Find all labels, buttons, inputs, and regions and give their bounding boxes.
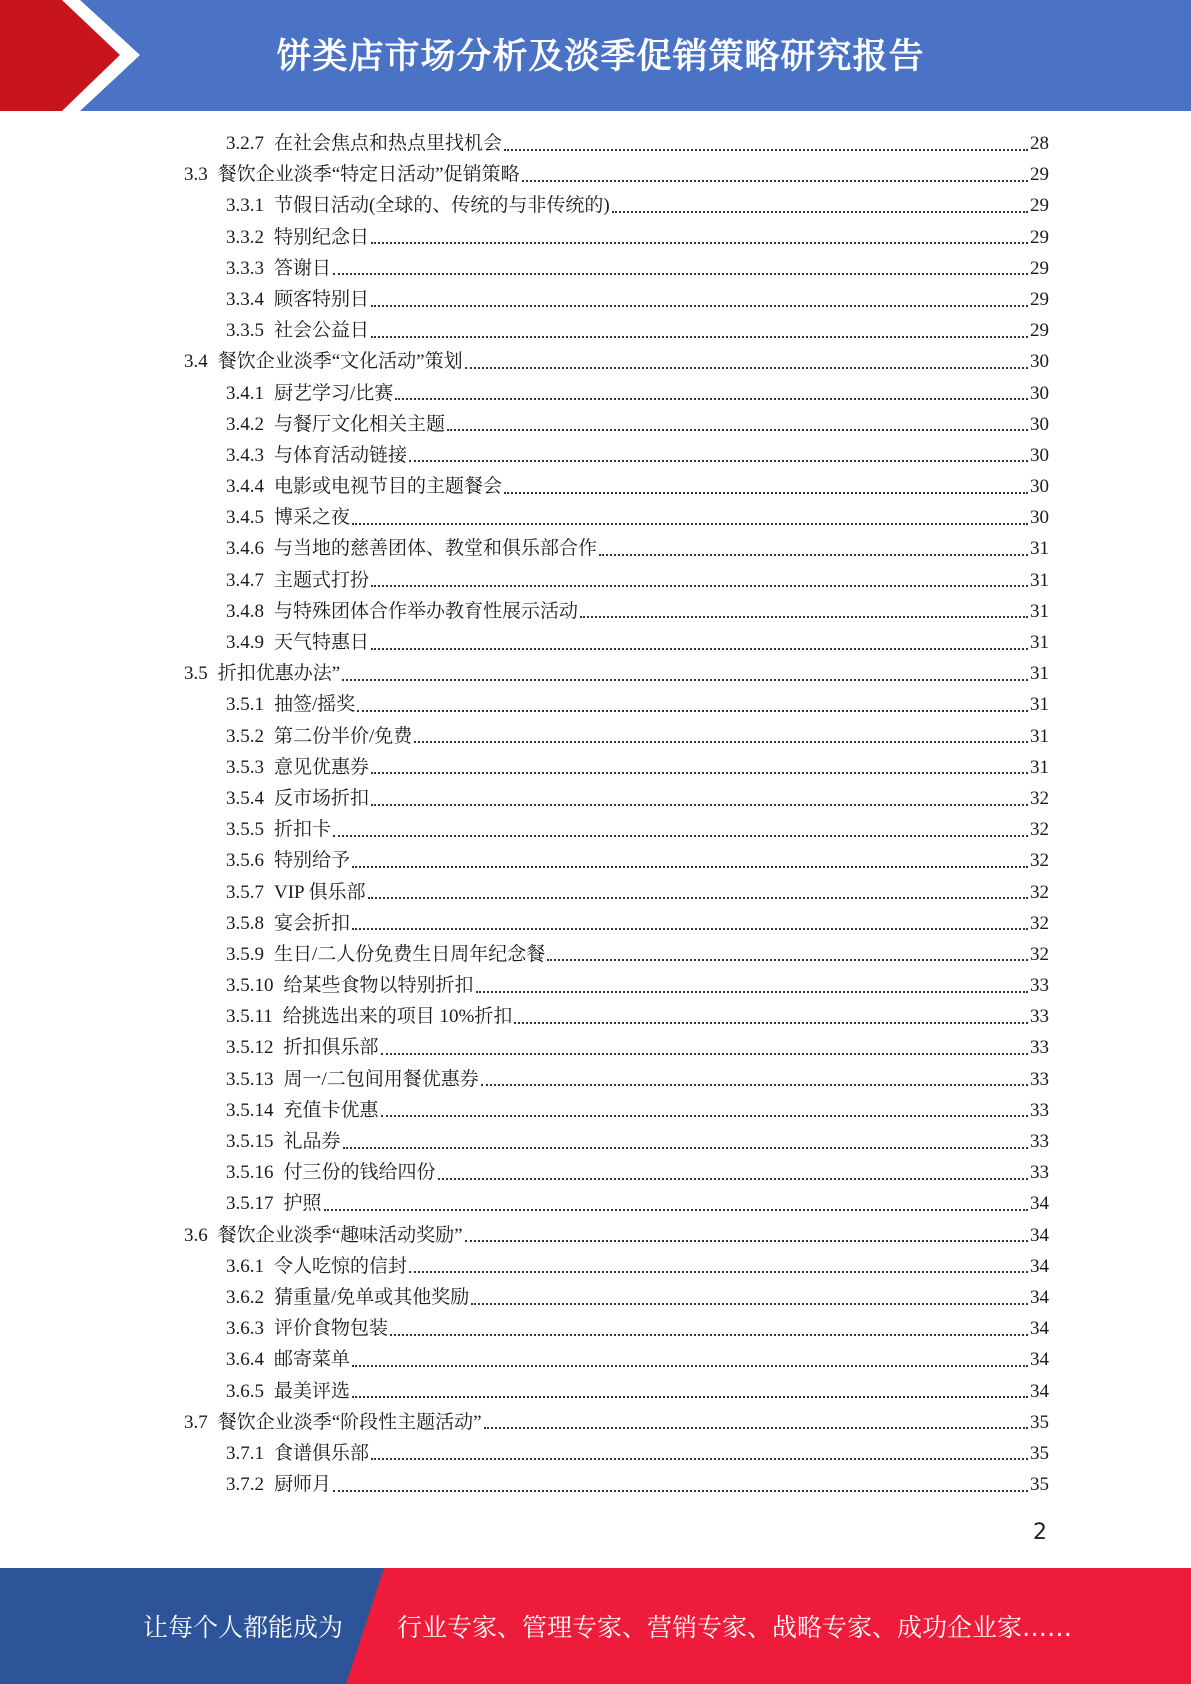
toc-entry-number: 3.5.5 — [226, 819, 264, 841]
toc-leader-dots — [371, 585, 1028, 587]
toc-entry-number: 3.4.5 — [226, 507, 264, 529]
toc-entry-number: 3.3.5 — [226, 320, 264, 342]
toc-leader-dots — [381, 1053, 1028, 1055]
toc-entry[interactable] — [184, 1126, 1049, 1157]
toc-leader-dots — [371, 772, 1028, 774]
toc-entry[interactable] — [184, 1064, 1049, 1095]
toc-entry-page: 30 — [1030, 382, 1049, 404]
toc-leader-dots — [476, 991, 1028, 993]
toc-entry-page: 34 — [1030, 1349, 1049, 1371]
toc-entry-number: 3.4.6 — [226, 538, 264, 560]
toc-entry-title: 天气特惠日 — [274, 632, 370, 653]
toc-entry-page: 35 — [1030, 1442, 1049, 1464]
toc-entry[interactable] — [184, 1157, 1049, 1188]
toc-entry-title: 特别给予 — [274, 850, 351, 872]
toc-entry[interactable] — [184, 128, 1049, 159]
toc-entry[interactable] — [184, 502, 1049, 533]
toc-entry-title: 主题式打扮 — [274, 569, 370, 591]
toc-leader-dots — [414, 741, 1028, 743]
toc-leader-dots — [395, 398, 1028, 400]
toc-entry-page: 34 — [1030, 1193, 1049, 1215]
toc-entry[interactable] — [184, 845, 1049, 876]
toc-leader-dots — [371, 804, 1028, 806]
toc-entry-number: 3.5.12 — [226, 1037, 274, 1059]
document-title: 饼类店市场分析及淡季促销策略研究报告 — [276, 37, 925, 77]
toc-entry-title: 邮寄菜单 — [274, 1349, 351, 1371]
toc-leader-dots — [547, 959, 1028, 961]
toc-entry-number: 3.7.1 — [226, 1442, 264, 1464]
toc-entry[interactable] — [184, 378, 1049, 409]
toc-entry-number: 3.5.9 — [226, 943, 264, 965]
toc-leader-dots — [381, 1115, 1028, 1117]
toc-leader-dots — [371, 648, 1028, 650]
toc-entry-number: 3.5.10 — [226, 975, 274, 997]
toc-entry-page: 33 — [1030, 1037, 1049, 1059]
toc-entry-title: 在社会焦点和热点里找机会 — [274, 133, 503, 154]
toc-leader-dots — [599, 554, 1028, 556]
toc-entry[interactable] — [184, 783, 1049, 814]
toc-entry-number: 3.5.2 — [226, 725, 264, 747]
toc-leader-dots — [465, 1240, 1028, 1242]
toc-entry-number: 3.5.1 — [226, 694, 264, 716]
toc-entry[interactable] — [184, 284, 1049, 315]
toc-entry-number: 3.5.13 — [226, 1068, 274, 1090]
table-of-contents — [184, 128, 1049, 1500]
toc-entry-title: 折扣俱乐部 — [283, 1037, 379, 1059]
toc-entry-page: 32 — [1030, 943, 1049, 965]
toc-entry-page: 32 — [1030, 787, 1049, 809]
toc-leader-dots — [352, 928, 1028, 930]
toc-entry[interactable] — [184, 658, 1049, 689]
toc-entry[interactable] — [184, 1344, 1049, 1375]
toc-entry-page: 28 — [1030, 133, 1049, 154]
toc-entry-title: 反市场折扣 — [274, 787, 370, 809]
toc-entry-number: 3.5.11 — [226, 1006, 273, 1028]
toc-entry-title: 折扣优惠办法” — [217, 663, 341, 685]
toc-entry-title: 特别纪念日 — [274, 226, 370, 248]
toc-entry[interactable] — [184, 1220, 1049, 1251]
toc-entry-page: 32 — [1030, 819, 1049, 841]
toc-entry-page: 32 — [1030, 850, 1049, 872]
toc-entry-page: 34 — [1030, 1380, 1049, 1402]
toc-leader-dots — [343, 1147, 1028, 1149]
toc-leader-dots — [333, 835, 1028, 837]
toc-entry[interactable] — [184, 752, 1049, 783]
toc-entry-title: 食谱俱乐部 — [274, 1442, 370, 1464]
toc-entry[interactable] — [184, 346, 1049, 377]
toc-entry-page: 30 — [1030, 444, 1049, 466]
toc-entry-number: 3.5.8 — [226, 912, 264, 934]
toc-leader-dots — [352, 1365, 1028, 1367]
toc-entry-number: 3.6.4 — [226, 1349, 264, 1371]
toc-entry-page: 33 — [1030, 1131, 1049, 1152]
toc-entry-title: 顾客特别日 — [274, 288, 370, 310]
toc-entry-page: 31 — [1030, 538, 1049, 560]
toc-entry-title: 餐饮企业淡季“趣味活动奖励” — [217, 1224, 463, 1246]
toc-leader-dots — [504, 149, 1028, 151]
toc-leader-dots — [612, 211, 1028, 213]
toc-entry-title: 社会公益日 — [274, 320, 370, 342]
toc-leader-dots — [465, 367, 1028, 369]
toc-entry-page: 34 — [1030, 1224, 1049, 1246]
toc-entry-page: 30 — [1030, 413, 1049, 435]
toc-entry-title: 折扣卡 — [274, 819, 332, 841]
toc-leader-dots — [371, 242, 1028, 244]
toc-entry[interactable] — [184, 409, 1049, 440]
toc-leader-dots — [371, 305, 1028, 307]
footer-slogan-right: 行业专家、管理专家、营销专家、战略专家、成功企业家…… — [397, 1613, 1073, 1642]
toc-entry-number: 3.4.3 — [226, 444, 264, 466]
toc-entry-page: 33 — [1030, 1006, 1049, 1028]
toc-entry-number: 3.5.17 — [226, 1193, 274, 1215]
toc-entry[interactable] — [184, 1001, 1049, 1032]
toc-entry[interactable] — [184, 721, 1049, 752]
toc-leader-dots — [352, 523, 1028, 525]
toc-entry-title: 与特殊团体合作举办教育性展示活动 — [274, 600, 579, 622]
toc-entry[interactable] — [184, 1376, 1049, 1407]
toc-entry-number: 3.3.2 — [226, 226, 264, 248]
toc-entry[interactable] — [184, 1251, 1049, 1282]
toc-entry-number: 3.7 — [184, 1411, 208, 1433]
toc-leader-dots — [342, 679, 1028, 681]
toc-entry-title: 答谢日 — [274, 257, 332, 279]
toc-leader-dots — [333, 1490, 1028, 1492]
toc-entry[interactable] — [184, 1188, 1049, 1219]
toc-entry-title: 生日/二人份免费生日周年纪念餐 — [274, 943, 546, 965]
toc-entry-number: 3.3.4 — [226, 288, 264, 310]
toc-entry-page: 34 — [1030, 1318, 1049, 1340]
toc-entry-number: 3.4.1 — [226, 382, 264, 404]
toc-entry-page: 35 — [1030, 1474, 1049, 1496]
toc-entry-title: 猜重量/免单或其他奖励 — [274, 1286, 470, 1308]
toc-entry[interactable] — [184, 689, 1049, 720]
toc-entry-number: 3.4.8 — [226, 600, 264, 622]
toc-entry-page: 31 — [1030, 756, 1049, 778]
toc-entry[interactable] — [184, 1282, 1049, 1313]
toc-entry-page: 31 — [1030, 725, 1049, 747]
toc-entry-page: 29 — [1030, 164, 1049, 186]
toc-entry-title: 与体育活动链接 — [274, 444, 408, 466]
toc-entry[interactable] — [184, 814, 1049, 845]
toc-entry-number: 3.5.16 — [226, 1162, 274, 1184]
toc-entry-number: 3.2.7 — [226, 133, 264, 154]
toc-entry-page: 30 — [1030, 476, 1049, 498]
toc-leader-dots — [580, 616, 1028, 618]
toc-entry[interactable] — [184, 627, 1049, 658]
toc-entry-number: 3.6.1 — [226, 1255, 264, 1277]
toc-entry[interactable] — [184, 440, 1049, 471]
toc-entry-number: 3.4.2 — [226, 413, 264, 435]
toc-entry-page: 29 — [1030, 226, 1049, 248]
toc-entry-number: 3.5.3 — [226, 756, 264, 778]
toc-entry-page: 30 — [1030, 351, 1049, 373]
toc-entry-number: 3.3.1 — [226, 195, 264, 217]
toc-entry-page: 31 — [1030, 663, 1049, 685]
toc-entry-title: 意见优惠券 — [274, 756, 370, 778]
footer-slogan-left: 让每个人都能成为 — [143, 1613, 344, 1642]
toc-leader-dots — [471, 1303, 1028, 1305]
toc-entry-page: 29 — [1030, 320, 1049, 342]
toc-leader-dots — [333, 273, 1028, 275]
toc-leader-dots — [447, 429, 1028, 431]
toc-leader-dots — [357, 710, 1028, 712]
toc-entry-number: 3.4.9 — [226, 632, 264, 653]
toc-entry-number: 3.4 — [184, 351, 208, 373]
toc-leader-dots — [409, 1271, 1028, 1273]
toc-entry-page: 32 — [1030, 912, 1049, 934]
toc-entry-title: 给挑选出来的项目 10%折扣 — [282, 1006, 513, 1028]
toc-entry-number: 3.6.3 — [226, 1318, 264, 1340]
toc-entry-page: 32 — [1030, 881, 1049, 903]
toc-entry-page: 31 — [1030, 694, 1049, 716]
toc-entry-number: 3.6.2 — [226, 1286, 264, 1308]
page-footer — [0, 1568, 1191, 1684]
toc-entry[interactable] — [184, 222, 1049, 253]
toc-entry-title: 评价食物包装 — [274, 1318, 389, 1340]
toc-entry[interactable] — [184, 1407, 1049, 1438]
toc-leader-dots — [352, 1396, 1028, 1398]
toc-leader-dots — [514, 1022, 1028, 1024]
toc-entry[interactable] — [184, 1095, 1049, 1126]
toc-entry-title: 令人吃惊的信封 — [274, 1255, 408, 1277]
toc-entry-page: 33 — [1030, 1162, 1049, 1184]
page-header — [0, 0, 1191, 111]
toc-leader-dots — [371, 336, 1028, 338]
toc-leader-dots — [324, 1209, 1028, 1211]
toc-entry[interactable] — [184, 1438, 1049, 1469]
toc-entry[interactable] — [184, 1313, 1049, 1344]
toc-entry-number: 3.5.14 — [226, 1099, 274, 1121]
toc-entry-page: 29 — [1030, 257, 1049, 279]
toc-entry-page: 31 — [1030, 569, 1049, 591]
toc-entry[interactable] — [184, 190, 1049, 221]
toc-entry-page: 34 — [1030, 1286, 1049, 1308]
toc-entry-number: 3.3.3 — [226, 257, 264, 279]
toc-entry[interactable] — [184, 253, 1049, 284]
toc-leader-dots — [504, 492, 1028, 494]
toc-entry-page: 33 — [1030, 975, 1049, 997]
toc-entry-title: 博采之夜 — [274, 507, 351, 529]
toc-entry[interactable] — [184, 1032, 1049, 1063]
toc-entry-page: 34 — [1030, 1255, 1049, 1277]
toc-leader-dots — [481, 1084, 1028, 1086]
toc-entry[interactable] — [184, 315, 1049, 346]
toc-entry-title: 周一/二包间用餐优惠券 — [283, 1068, 479, 1090]
toc-leader-dots — [409, 460, 1028, 462]
toc-entry-title: 礼品券 — [283, 1131, 341, 1152]
toc-entry-page: 35 — [1030, 1411, 1049, 1433]
toc-entry-page: 30 — [1030, 507, 1049, 529]
toc-entry-number: 3.3 — [184, 164, 208, 186]
toc-entry-title: 厨艺学习/比赛 — [274, 382, 394, 404]
toc-entry-page: 31 — [1030, 632, 1049, 653]
toc-entry-page: 29 — [1030, 288, 1049, 310]
toc-entry-title: 充值卡优惠 — [283, 1099, 379, 1121]
toc-entry-title: VIP 俱乐部 — [274, 881, 366, 903]
toc-entry-title: 与餐厅文化相关主题 — [274, 413, 446, 435]
toc-entry-title: 宴会折扣 — [274, 912, 351, 934]
toc-entry-title: 厨师月 — [274, 1474, 332, 1496]
toc-entry-title: 抽签/摇奖 — [274, 694, 356, 716]
toc-entry-number: 3.5.6 — [226, 850, 264, 872]
toc-entry[interactable] — [184, 908, 1049, 939]
toc-entry-title: 餐饮企业淡季“阶段性主题活动” — [217, 1411, 482, 1433]
toc-entry-number: 3.7.2 — [226, 1474, 264, 1496]
toc-leader-dots — [390, 1334, 1028, 1336]
toc-entry-number: 3.5.7 — [226, 881, 264, 903]
toc-leader-dots — [371, 1458, 1028, 1460]
toc-entry-page: 33 — [1030, 1068, 1049, 1090]
toc-entry-title: 最美评选 — [274, 1380, 351, 1402]
toc-leader-dots — [368, 897, 1028, 899]
toc-leader-dots — [352, 866, 1028, 868]
toc-entry-title: 与当地的慈善团体、教堂和俱乐部合作 — [274, 538, 598, 560]
toc-entry-title: 付三份的钱给四份 — [283, 1162, 436, 1184]
toc-entry[interactable] — [184, 877, 1049, 908]
toc-entry-title: 餐饮企业淡季“文化活动”策划 — [217, 351, 463, 373]
toc-entry-number: 3.6.5 — [226, 1380, 264, 1402]
toc-entry[interactable] — [184, 1469, 1049, 1500]
toc-entry-title: 电影或电视节目的主题餐会 — [274, 476, 503, 498]
toc-entry-number: 3.5.15 — [226, 1131, 274, 1152]
toc-entry-number: 3.5.4 — [226, 787, 264, 809]
toc-entry[interactable] — [184, 533, 1049, 564]
toc-entry-title: 护照 — [283, 1193, 322, 1215]
toc-entry[interactable] — [184, 970, 1049, 1001]
page-number: 2 — [1033, 1520, 1047, 1545]
toc-entry-title: 第二份半价/免费 — [274, 725, 413, 747]
toc-entry-number: 3.5 — [184, 663, 208, 685]
toc-entry[interactable] — [184, 471, 1049, 502]
toc-entry-number: 3.4.4 — [226, 476, 264, 498]
toc-leader-dots — [522, 180, 1028, 182]
toc-entry[interactable] — [184, 596, 1049, 627]
toc-leader-dots — [438, 1178, 1028, 1180]
toc-entry[interactable] — [184, 939, 1049, 970]
toc-entry-page: 31 — [1030, 600, 1049, 622]
toc-entry-title: 节假日活动(全球的、传统的与非传统的) — [274, 195, 610, 217]
toc-entry-page: 29 — [1030, 195, 1049, 217]
toc-entry-title: 餐饮企业淡季“特定日活动”促销策略 — [217, 164, 520, 186]
toc-entry-page: 33 — [1030, 1099, 1049, 1121]
toc-leader-dots — [484, 1427, 1028, 1429]
toc-entry-number: 3.4.7 — [226, 569, 264, 591]
toc-entry-number: 3.6 — [184, 1224, 208, 1246]
toc-entry[interactable] — [184, 159, 1049, 190]
toc-entry[interactable] — [184, 565, 1049, 596]
toc-entry-title: 给某些食物以特别折扣 — [283, 975, 474, 997]
